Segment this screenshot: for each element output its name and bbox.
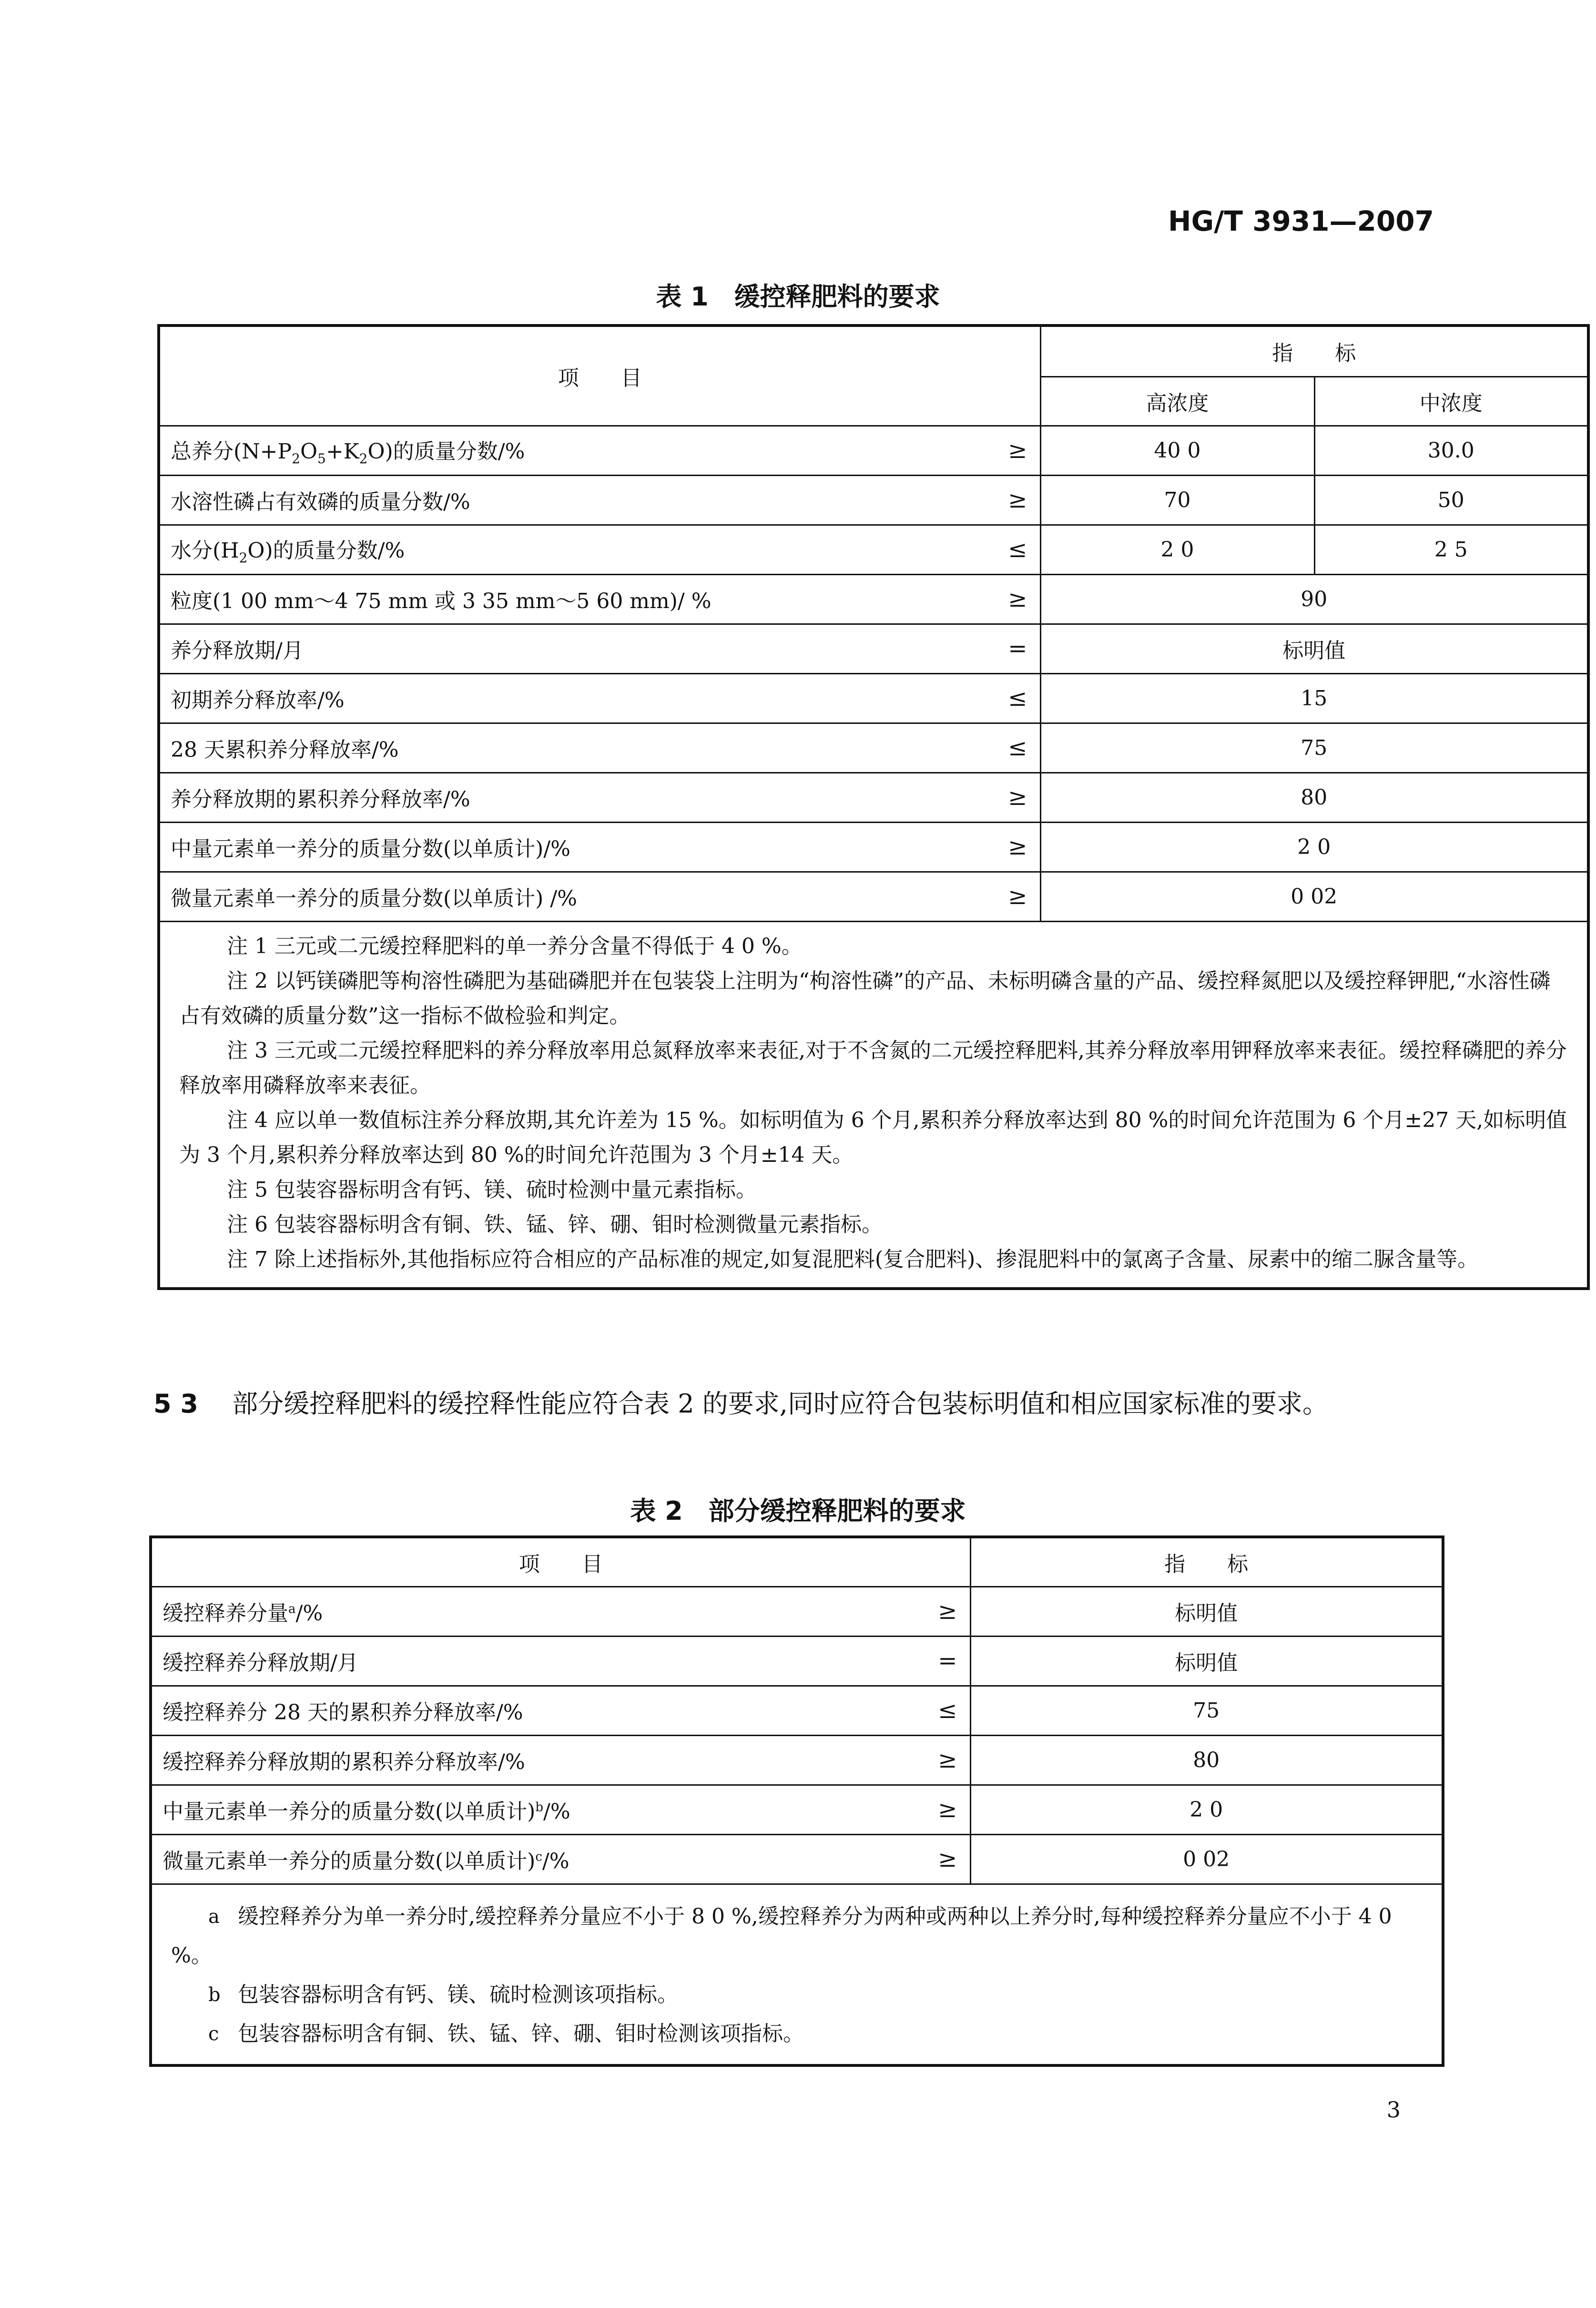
row-value: 标明值 — [970, 1586, 1443, 1636]
row-item: 养分释放期的累积养分释放率/% — [159, 773, 874, 822]
row-symbol: ≥ — [874, 574, 1040, 624]
row-symbol: ≥ — [874, 426, 1040, 475]
standard-code: HG/T 3931—2007 — [1168, 205, 1434, 237]
table-row — [151, 1834, 1443, 1884]
table-row — [159, 872, 1588, 921]
row-value: 90 — [1040, 574, 1588, 624]
footnote-mark: a — [208, 1905, 220, 1928]
row-symbol: ≤ — [874, 673, 1040, 723]
row-value-medium: 30.0 — [1314, 426, 1588, 475]
row-value: 0 02 — [1040, 872, 1588, 921]
row-value: 80 — [970, 1735, 1443, 1785]
row-item: 微量元素单一养分的质量分数(以单质计) /% — [159, 872, 874, 921]
table1-note: 注 4 应以单一数值标注养分释放期,其允许差为 15 %。如标明值为 6 个月,累积养分释放率达到 80 %的时间允许范围为 6 个月±27 天,如标明值为 3 个月,累积养分释放率达到 80 %的时间允许范围为 3 个月±14 天。 — [179, 1108, 1567, 1167]
row-symbol: ≤ — [874, 723, 1040, 773]
row-item: 微量元素单一养分的质量分数(以单质计)$^c$/% — [151, 1834, 746, 1884]
table1 — [157, 324, 1590, 1290]
page-number: 3 — [1386, 2097, 1401, 2123]
table-row — [151, 1785, 1443, 1834]
row-value: 0 02 — [970, 1834, 1443, 1884]
row-symbol: ≤ — [874, 525, 1040, 574]
table-row — [159, 773, 1588, 822]
table-row — [151, 1586, 1443, 1636]
footnote-mark: c — [208, 2023, 219, 2045]
table-row — [159, 475, 1588, 525]
row-symbol: ≥ — [874, 872, 1040, 921]
row-item: 养分释放期/月 — [159, 624, 874, 673]
row-item: 总养分$(N+P_2O_5+K_2O)$的质量分数/% — [159, 426, 874, 475]
row-value: 标明值 — [1040, 624, 1588, 673]
row-value: 2 0 — [1040, 822, 1588, 872]
row-item: 28 天累积养分释放率/% — [159, 723, 874, 773]
table-row — [159, 624, 1588, 673]
row-symbol: ≥ — [746, 1735, 970, 1785]
table1-note: 注 6 包装容器标明含有铜、铁、锰、锌、硼、钼时检测微量元素指标。 — [227, 1212, 883, 1237]
table2-footnote: a 缓控释养分为单一养分时,缓控释养分量应不小于 8 0 %,缓控释养分为两种或两种以上养分时,每种缓控释养分量应不小于 4 0 %。 — [171, 1897, 1423, 1975]
row-symbol: ≤ — [746, 1686, 970, 1735]
row-value: 75 — [970, 1686, 1443, 1735]
row-value-medium: 50 — [1314, 475, 1588, 525]
row-symbol: = — [874, 624, 1040, 673]
row-item: 缓控释养分量$^a$/% — [151, 1586, 746, 1636]
row-value: 75 — [1040, 723, 1588, 773]
table2-head-indicator: 指 标 — [970, 1537, 1443, 1586]
table-row — [159, 673, 1588, 723]
table-row — [151, 1686, 1443, 1735]
row-value: 15 — [1040, 673, 1588, 723]
table1-caption: 表 1 缓控释肥料的要求 — [656, 282, 940, 312]
row-item: 初期养分释放率/% — [159, 673, 874, 723]
row-symbol: ≥ — [746, 1834, 970, 1884]
row-item: 粒度(1 00 mm～4 75 mm 或 3 35 mm～5 60 mm)/ % — [159, 574, 874, 624]
table1-head-item: 项 目 — [159, 325, 1040, 426]
footnote-mark: b — [208, 1983, 221, 2006]
row-symbol: ≥ — [874, 475, 1040, 525]
table2 — [149, 1535, 1444, 2067]
table2-head-item: 项 目 — [151, 1537, 970, 1586]
row-value: 80 — [1040, 773, 1588, 822]
row-value-high: 40 0 — [1040, 426, 1314, 475]
row-item: 水溶性磷占有效磷的质量分数/% — [159, 475, 874, 525]
table2-footnotes — [151, 1884, 1443, 2065]
clause-5-3 — [153, 1382, 1431, 1426]
row-symbol: ≥ — [874, 773, 1040, 822]
table2-footnote: c 包装容器标明含有铜、铁、锰、锌、硼、钼时检测该项指标。 — [171, 2014, 1423, 2054]
row-item: 缓控释养分 28 天的累积养分释放率/% — [151, 1686, 746, 1735]
clause-text: 部分缓控释肥料的缓控释性能应符合表 2 的要求,同时应符合包装标明值和相应国家标准的要求。 — [232, 1389, 1328, 1419]
row-value: 标明值 — [970, 1636, 1443, 1686]
table2-caption: 表 2 部分缓控释肥料的要求 — [630, 1496, 966, 1526]
table1-note: 注 7 除上述指标外,其他指标应符合相应的产品标准的规定,如复混肥料(复合肥料)、掺混肥料中的氯离子含量、尿素中的缩二脲含量等。 — [227, 1247, 1479, 1271]
row-symbol: ≥ — [746, 1785, 970, 1834]
row-value-high: 2 0 — [1040, 525, 1314, 574]
row-symbol: ≥ — [746, 1586, 970, 1636]
table1-head-high: 高浓度 — [1040, 376, 1314, 426]
row-item: 水分$(H_2O)$的质量分数/% — [159, 525, 874, 574]
row-item: 缓控释养分释放期/月 — [151, 1636, 746, 1686]
table1-notes — [159, 921, 1588, 1289]
table-row — [159, 525, 1588, 574]
table-row — [159, 574, 1588, 624]
table-row — [159, 822, 1588, 872]
row-symbol: = — [746, 1636, 970, 1686]
row-item: 中量元素单一养分的质量分数(以单质计)/% — [159, 822, 874, 872]
table1-head-indicator: 指 标 — [1040, 325, 1588, 376]
table1-head-medium: 中浓度 — [1314, 376, 1588, 426]
row-item: 缓控释养分释放期的累积养分释放率/% — [151, 1735, 746, 1785]
row-symbol: ≥ — [874, 822, 1040, 872]
row-item: 中量元素单一养分的质量分数(以单质计)$^b$/% — [151, 1785, 746, 1834]
table-row — [159, 723, 1588, 773]
table2-footnote: b 包装容器标明含有钙、镁、硫时检测该项指标。 — [171, 1975, 1423, 2014]
table-row — [159, 426, 1588, 475]
row-value-high: 70 — [1040, 475, 1314, 525]
row-value: 2 0 — [970, 1785, 1443, 1834]
clause-number: 5 3 — [153, 1389, 198, 1419]
table1-note: 注 5 包装容器标明含有钙、镁、硫时检测中量元素指标。 — [227, 1177, 757, 1202]
table-row — [151, 1735, 1443, 1785]
table1-note: 注 2 以钙镁磷肥等枸溶性磷肥为基础磷肥并在包装袋上注明为“枸溶性磷”的产品、未标明磷含量的产品、缓控释氮肥以及缓控释钾肥,“水溶性磷占有效磷的质量分数”这一指标不做检验和判定。 — [179, 968, 1551, 1028]
row-value-medium: 2 5 — [1314, 525, 1588, 574]
table1-note: 注 1 三元或二元缓控释肥料的单一养分含量不得低于 4 0 %。 — [227, 934, 803, 958]
table1-note: 注 3 三元或二元缓控释肥料的养分释放率用总氮释放率来表征,对于不含氮的二元缓控释肥料,其养分释放率用钾释放率来表征。缓控释磷肥的养分释放率用磷释放率来表征。 — [179, 1038, 1567, 1098]
table-row — [151, 1636, 1443, 1686]
